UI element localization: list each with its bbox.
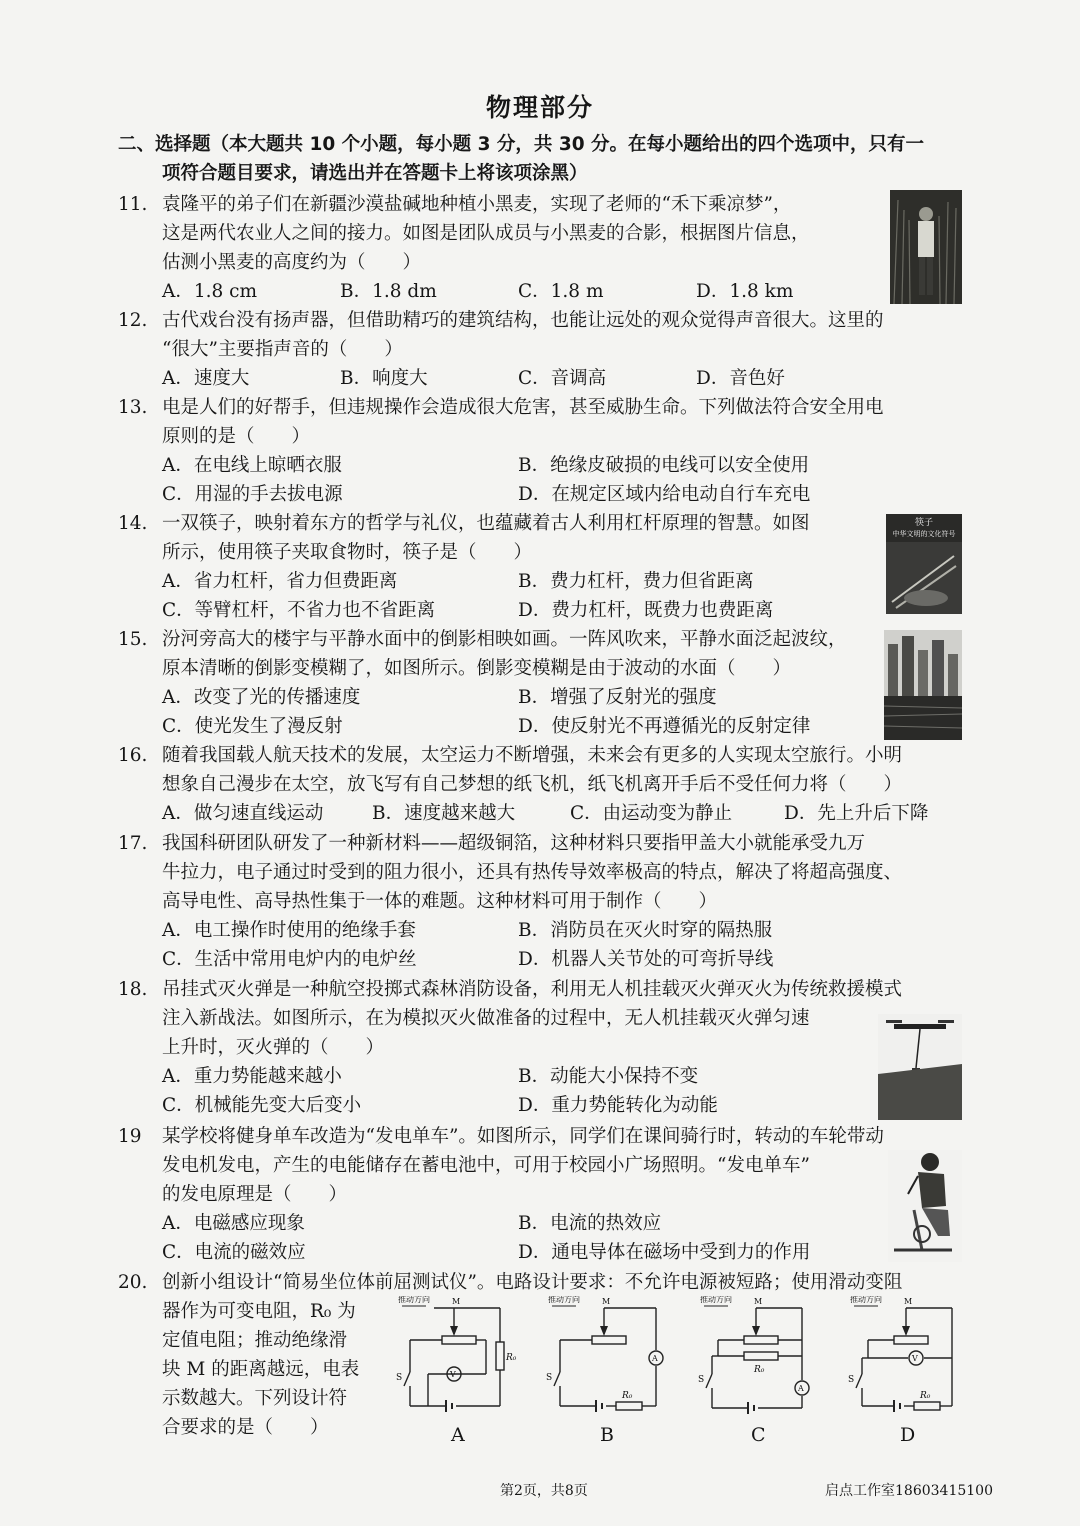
stem-line: 这是两代农业人之间的接力。如图是团队成员与小黑麦的合影，根据图片信息， [162,223,810,244]
wheat-photo [890,190,962,304]
resistor-label: R₀ [622,1391,633,1401]
option-d[interactable]: D．机器人关节处的可弯折导线 [518,949,774,970]
option-d[interactable]: D．音色好 [696,368,785,389]
stem-line: 定值电阻；推动绝缘滑 [162,1330,348,1351]
stem-line: 所示，使用筷子夹取食物时，筷子是（ ） [162,542,533,563]
options-row [162,364,968,393]
riverside-photo [884,630,962,740]
slider-label: M [452,1297,461,1306]
option-c[interactable]: C．用湿的手去拔电源 [162,484,343,505]
options-row [162,683,968,712]
option-a[interactable]: A．1.8 cm [162,281,258,302]
push-direction-label: 推动方向 [700,1296,732,1304]
stem-line: 创新小组设计“简易坐位体前屈测试仪”。电路设计要求：不允许电源被短路；使用滑动变阻 [162,1272,903,1293]
question-13 [118,393,968,509]
slider-label: M [754,1297,763,1306]
question-stem [162,625,968,683]
circuit-d-label: D [900,1424,916,1446]
push-direction-label: 推动方向 [548,1296,580,1304]
question-number: 19 [118,1126,142,1147]
stem-line: 原本清晰的倒影变模糊了，如图所示。倒影变模糊是由于波动的水面（ ） [162,658,792,679]
options-row [162,1209,968,1238]
stem-line: 注入新战法。如图所示，在为模拟灭火做准备的过程中，无人机挂载灭火弹匀速 [162,1008,810,1029]
option-b[interactable]: B．电流的热效应 [518,1213,662,1234]
question-stem [162,393,968,451]
stem-line: 上升时，灭火弹的（ ） [162,1037,385,1058]
stem-line: 高导电性、高导热性集于一体的难题。这种材料可用于制作（ ） [162,891,718,912]
resistor-label: R₀ [506,1353,516,1363]
stem-line: 发电机发电，产生的电能储存在蓄电池中，可用于校园小广场照明。“发电单车” [162,1155,810,1176]
question-16 [118,741,968,828]
stem-line: 电是人们的好帮手，但违规操作会造成很大危害，甚至威胁生命。下列做法符合安全用电 [162,397,884,418]
option-b[interactable]: B．响度大 [340,368,428,389]
options-row [162,1238,968,1267]
stem-line: 原则的是（ ） [162,426,311,447]
option-d[interactable]: D．使反射光不再遵循光的反射定律 [518,716,811,737]
question-stem [162,829,968,916]
question-number: 18. [118,979,148,1000]
question-stem [162,509,968,567]
bike-image [888,1150,962,1262]
stem-line: 器作为可变电阻，R₀ 为 [162,1301,356,1322]
question-stem [162,306,968,364]
options-row [162,712,968,741]
section-header-line-1: 二、选择题（本大题共 10 个小题，每小题 3 分，共 30 分。在每小题给出的四个选项中，只有一 [118,134,925,155]
option-d[interactable]: D．先上升后下降 [784,803,929,824]
riverside-image [884,630,962,740]
circuit-b-label: B [600,1424,614,1446]
options-row [162,596,968,625]
options-row [162,480,968,509]
option-b[interactable]: B．增强了反射光的强度 [518,687,717,708]
switch-label: S [396,1373,403,1383]
drone-photo [878,1014,962,1120]
option-a[interactable]: A．做匀速直线运动 [162,803,324,824]
switch-label: S [698,1375,705,1385]
circuit-a-label: A [451,1424,465,1446]
question-number: 20. [118,1272,148,1293]
question-17 [118,829,968,974]
stem-line: “很大”主要指声音的（ ） [162,339,403,360]
option-c[interactable]: C．生活中常用电炉内的电炉丝 [162,949,417,970]
section-header [118,130,968,188]
options-row [162,451,968,480]
question-14 [118,509,968,625]
options-row [162,799,968,828]
studio-watermark: 启点工作室18603415100 [825,1483,993,1499]
meter-label: A [798,1384,804,1393]
stem-line: 某学校将健身单车改造为“发电单车”。如图所示，同学们在课间骑行时，转动的车轮带动 [162,1126,884,1147]
option-a[interactable]: A．省力杠杆，省力但费距离 [162,571,398,592]
option-c[interactable]: C．机械能先变大后变小 [162,1095,362,1116]
option-a[interactable]: A．速度大 [162,368,250,389]
resistor-label: R₀ [920,1391,931,1401]
stem-line: 示数越大。下列设计符 [162,1388,348,1409]
option-c[interactable]: C．1.8 m [518,281,604,302]
option-d[interactable]: D．在规定区域内给电动自行车充电 [518,484,811,505]
option-c[interactable]: C．使光发生了漫反射 [162,716,343,737]
stem-line: 古代戏台没有扬声器，但借助精巧的建筑结构，也能让远处的观众觉得声音很大。这里的 [162,310,884,331]
option-c[interactable]: C．由运动变为静止 [570,803,733,824]
bike-photo [888,1150,962,1262]
option-a[interactable]: A．改变了光的传播速度 [162,687,361,708]
slider-label: M [602,1297,611,1306]
options-row [162,277,968,306]
question-number: 15. [118,629,148,650]
question-stem [162,1268,968,1297]
stem-line: 牛拉力，电子通过时受到的阻力很小，还具有热传导效率极高的特点，解决了将超高强度、 [162,862,903,883]
option-b[interactable]: B．1.8 dm [340,281,437,302]
option-b[interactable]: B．速度越来越大 [372,803,516,824]
page-number: 第2页，共8页 [500,1483,588,1499]
stem-line: 的发电原理是（ ） [162,1184,348,1205]
question-number: 16. [118,745,148,766]
question-12 [118,306,968,393]
option-d[interactable]: D．通电导体在磁场中受到力的作用 [518,1242,811,1263]
option-b[interactable]: B．费力杠杆，费力但省距离 [518,571,754,592]
question-15 [118,625,968,741]
option-d[interactable]: D．1.8 km [696,281,794,302]
question-stem [162,741,968,799]
switch-label: S [848,1375,855,1385]
option-b[interactable]: B．动能大小保持不变 [518,1066,699,1087]
option-a[interactable]: A．电磁感应现象 [162,1213,305,1234]
option-d[interactable]: D．重力势能转化为动能 [518,1095,718,1116]
question-19 [118,1122,968,1267]
question-number: 17. [118,833,148,854]
question-stem [162,975,968,1062]
stem-line: 吊挂式灭火弹是一种航空投掷式森林消防设备，利用无人机挂载灭火弹灭火为传统救援模式 [162,979,903,1000]
question-stem [162,1122,968,1209]
option-a[interactable]: A．重力势能越来越小 [162,1066,342,1087]
slider-label: M [904,1297,913,1306]
options-row [162,1091,968,1120]
stem-line: 汾河旁高大的楼宇与平静水面中的倒影相映如画。一阵风吹来，平静水面泛起波纹， [162,629,847,650]
options-row [162,1062,968,1091]
circuit-d-diagram [848,1296,968,1426]
stem-line: 想象自己漫步在太空，放飞写有自己梦想的纸飞机，纸飞机离开手后不受任何力将（ ） [162,774,903,795]
wheat-photo-image [890,190,962,304]
circuit-c-label: C [751,1424,766,1446]
question-number: 11. [118,194,148,215]
options-row [162,567,968,596]
option-b[interactable]: B．消防员在灭火时穿的隔热服 [518,920,773,941]
option-c[interactable]: C．电流的磁效应 [162,1242,306,1263]
option-c[interactable]: C．音调高 [518,368,607,389]
meter-label: A [652,1354,658,1363]
question-18 [118,975,968,1120]
question-number: 12. [118,310,148,331]
stem-line: 估测小黑麦的高度约为（ ） [162,252,422,273]
option-d[interactable]: D．费力杠杆，既费力也费距离 [518,600,774,621]
push-direction-label: 推动方向 [850,1296,882,1304]
stem-line: 块 M 的距离越远，电表 [162,1359,360,1380]
stem-line: 合要求的是（ ） [162,1417,329,1438]
question-number: 13. [118,397,148,418]
meter-label: V [912,1354,918,1363]
stem-line: 我国科研团队研发了一种新材料——超级铜箔，这种材料只要指甲盖大小就能承受九万 [162,833,866,854]
options-row [162,916,968,945]
meter-label: V [450,1370,456,1379]
question-11 [118,190,968,306]
stem-line: 一双筷子，映射着东方的哲学与礼仪，也蕴藏着古人利用杠杆原理的智慧。如图 [162,513,810,534]
switch-label: S [546,1373,553,1383]
stem-line: 随着我国载人航天技术的发展，太空运力不断增强，未来会有更多的人实现太空旅行。小明 [162,745,903,766]
option-c[interactable]: C．等臂杠杆，不省力也不省距离 [162,600,436,621]
stem-line: 袁隆平的弟子们在新疆沙漠盐碱地种植小黑麦，实现了老师的“禾下乘凉梦”， [162,194,792,215]
push-direction-label: 推动方向 [398,1296,430,1304]
circuit-b-diagram [546,1296,666,1426]
drone-image [878,1014,962,1120]
option-b[interactable]: B．绝缘皮破损的电线可以安全使用 [518,455,810,476]
option-a[interactable]: A．电工操作时使用的绝缘手套 [162,920,416,941]
question-20 [118,1268,968,1442]
photo-caption-subtitle: 中华文明的文化符号 [892,530,956,538]
options-row [162,945,968,974]
resistor-label: R₀ [754,1365,765,1375]
section-header-line-2: 项符合题目要求，请选出并在答题卡上将该项涂黑） [162,163,588,184]
chopsticks-image [886,542,962,614]
page-title: 物理部分 [485,93,594,122]
circuit-c-diagram [698,1296,818,1426]
question-number: 14. [118,513,148,534]
circuit-a-diagram [396,1296,516,1426]
question-stem [162,190,968,277]
option-a[interactable]: A．在电线上晾晒衣服 [162,455,342,476]
chopsticks-photo [886,514,962,614]
photo-caption-title: 筷子 [914,518,933,528]
